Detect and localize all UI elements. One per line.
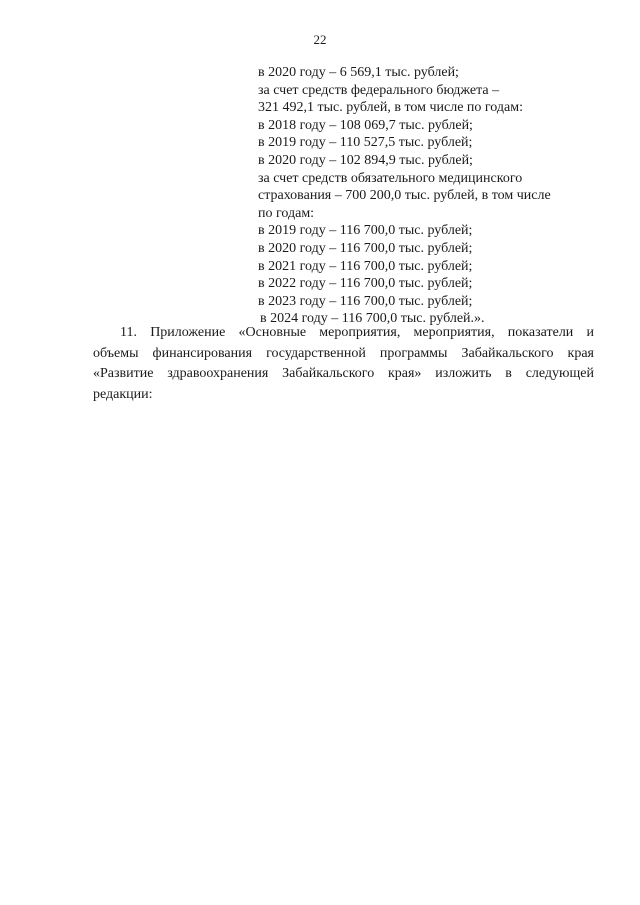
funding-line: 321 492,1 тыс. рублей, в том числе по годам: <box>258 100 523 116</box>
funding-line: страхования – 700 200,0 тыс. рублей, в том числе <box>258 188 551 204</box>
funding-line: в 2023 году – 116 700,0 тыс. рублей; <box>258 293 473 309</box>
funding-line: в 2019 году – 116 700,0 тыс. рублей; <box>258 223 473 239</box>
paragraph-line: «Развитие здравоохранения Забайкальского края» изложить в следующей <box>93 366 594 381</box>
paragraph-11 <box>93 323 594 405</box>
funding-line: за счет средств обязательного медицинского <box>258 170 523 186</box>
funding-line: по годам: <box>258 205 315 221</box>
funding-line: в 2019 году – 110 527,5 тыс. рублей; <box>258 135 473 151</box>
funding-line: в 2020 году – 6 569,1 тыс. рублей; <box>258 65 459 80</box>
paragraph-line: объемы финансирования государственной программы Забайкальского края <box>93 345 594 361</box>
paragraph-line: редакции: <box>93 386 153 402</box>
funding-line: в 2021 году – 116 700,0 тыс. рублей; <box>258 258 473 274</box>
funding-line: в 2024 году – 116 700,0 тыс. рублей.». <box>260 311 485 327</box>
funding-line: в 2020 году – 102 894,9 тыс. рублей; <box>258 152 473 168</box>
funding-line: в 2022 году – 116 700,0 тыс. рублей; <box>258 276 473 292</box>
funding-line: за счет средств федерального бюджета – <box>258 82 500 98</box>
funding-line: в 2020 году – 116 700,0 тыс. рублей; <box>258 240 473 256</box>
page-number: 22 <box>313 32 327 47</box>
funding-breakdown <box>258 64 588 328</box>
paragraph-line: 11. Приложение «Основные мероприятия, мероприятия, показатели и <box>120 325 594 340</box>
funding-line: в 2018 году – 108 069,7 тыс. рублей; <box>258 117 473 133</box>
